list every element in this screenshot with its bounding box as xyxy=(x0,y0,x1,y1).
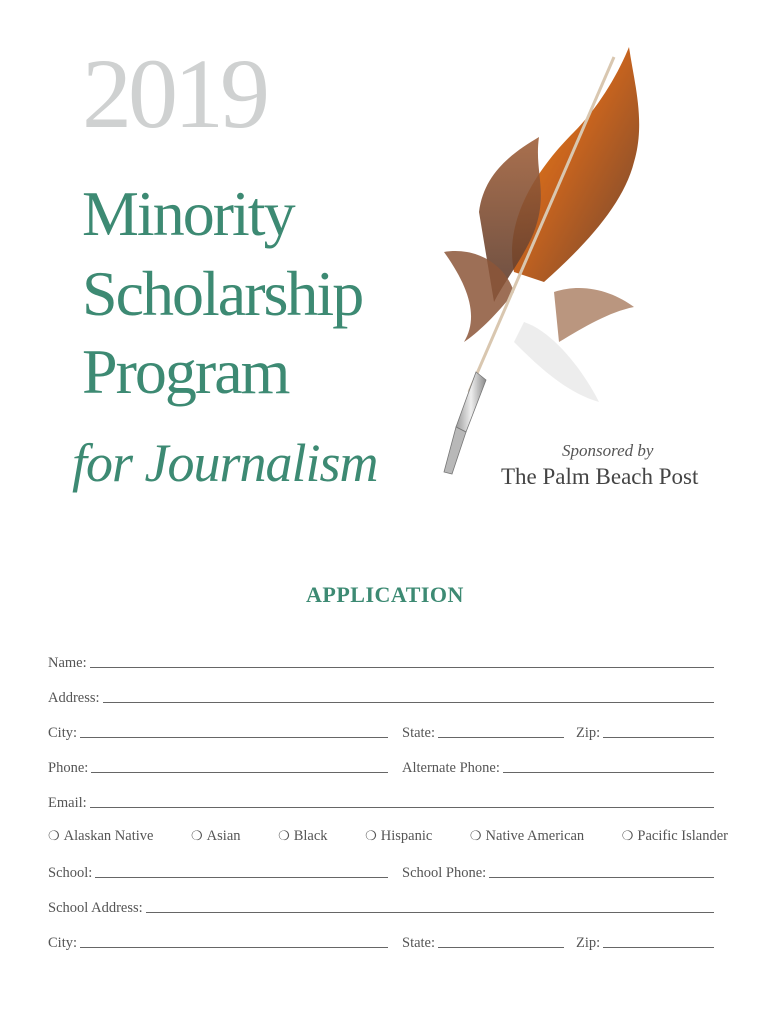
phone-row xyxy=(48,755,714,777)
address-line[interactable] xyxy=(103,687,714,703)
name-line[interactable] xyxy=(90,652,714,668)
option-alaskan-native[interactable] xyxy=(48,825,153,847)
school-address-field[interactable] xyxy=(48,895,714,917)
school-phone-field[interactable] xyxy=(402,860,714,882)
title-line-minority: Minority xyxy=(82,178,294,249)
title-line-program: Program xyxy=(82,336,289,407)
email-field[interactable] xyxy=(48,790,714,812)
subtitle-journalism: for Journalism xyxy=(72,433,378,493)
zip-field[interactable] xyxy=(576,720,714,742)
circle-checkbox-icon[interactable]: ❍ xyxy=(365,828,377,843)
circle-checkbox-icon[interactable]: ❍ xyxy=(621,828,634,843)
address-field[interactable] xyxy=(48,685,714,707)
name-label: Name: xyxy=(48,655,87,671)
option-label: Alaskan Native xyxy=(63,827,154,844)
school-phone-label: School Phone: xyxy=(402,865,487,881)
school-state-line[interactable] xyxy=(438,932,564,948)
option-asian[interactable] xyxy=(191,825,241,847)
title-line-scholarship: Scholarship xyxy=(82,258,363,329)
school-state-label: State: xyxy=(402,935,436,951)
name-row xyxy=(48,650,714,672)
state-field[interactable] xyxy=(402,720,564,742)
option-pacific-islander[interactable] xyxy=(622,825,728,847)
sponsor-name: The Palm Beach Post xyxy=(501,464,699,489)
zip-line[interactable] xyxy=(603,722,714,738)
quill-feather-icon xyxy=(384,42,654,492)
option-label: Pacific Islander xyxy=(637,827,728,844)
school-zip-field[interactable] xyxy=(576,930,714,952)
state-line[interactable] xyxy=(438,722,564,738)
school-city-state-zip-row xyxy=(48,930,714,952)
alternate-phone-label: Alternate Phone: xyxy=(402,760,500,776)
email-row xyxy=(48,790,714,812)
school-city-line[interactable] xyxy=(80,932,388,948)
option-native-american[interactable] xyxy=(470,825,584,847)
circle-checkbox-icon[interactable]: ❍ xyxy=(191,828,203,843)
school-city-label: City: xyxy=(48,935,78,951)
school-row xyxy=(48,860,714,882)
application-heading: APPLICATION xyxy=(306,582,464,607)
email-line[interactable] xyxy=(90,792,714,808)
option-label: Hispanic xyxy=(380,827,433,844)
state-label: State: xyxy=(402,725,436,741)
option-black[interactable] xyxy=(278,825,327,847)
school-state-field[interactable] xyxy=(402,930,564,952)
school-zip-label: Zip: xyxy=(576,935,601,951)
city-line[interactable] xyxy=(80,722,388,738)
school-line[interactable] xyxy=(95,862,388,878)
phone-line[interactable] xyxy=(91,757,388,773)
option-hispanic[interactable] xyxy=(365,825,432,847)
option-label: Asian xyxy=(206,827,241,844)
city-field[interactable] xyxy=(48,720,388,742)
sponsored-by-label: Sponsored by xyxy=(562,441,654,460)
city-state-zip-row xyxy=(48,720,714,742)
option-label: Native American xyxy=(485,827,585,844)
email-label: Email: xyxy=(48,795,87,811)
option-label: Black xyxy=(293,827,328,844)
school-city-field[interactable] xyxy=(48,930,388,952)
city-label: City: xyxy=(48,725,78,741)
alternate-phone-line[interactable] xyxy=(503,757,714,773)
school-zip-line[interactable] xyxy=(603,932,714,948)
alternate-phone-field[interactable] xyxy=(402,755,714,777)
phone-field[interactable] xyxy=(48,755,388,777)
address-row xyxy=(48,685,714,707)
zip-label: Zip: xyxy=(576,725,601,741)
school-address-line[interactable] xyxy=(146,897,714,913)
year-title: 2019 xyxy=(82,38,266,149)
circle-checkbox-icon[interactable]: ❍ xyxy=(469,828,482,843)
phone-label: Phone: xyxy=(48,760,89,776)
name-field[interactable] xyxy=(48,650,714,672)
circle-checkbox-icon[interactable]: ❍ xyxy=(48,828,60,843)
circle-checkbox-icon[interactable]: ❍ xyxy=(278,828,290,843)
address-label: Address: xyxy=(48,690,100,706)
school-address-row xyxy=(48,895,714,917)
school-phone-line[interactable] xyxy=(489,862,714,878)
school-address-label: School Address: xyxy=(48,900,143,916)
school-label: School: xyxy=(48,865,93,881)
school-field[interactable] xyxy=(48,860,388,882)
ethnicity-options xyxy=(48,825,728,847)
